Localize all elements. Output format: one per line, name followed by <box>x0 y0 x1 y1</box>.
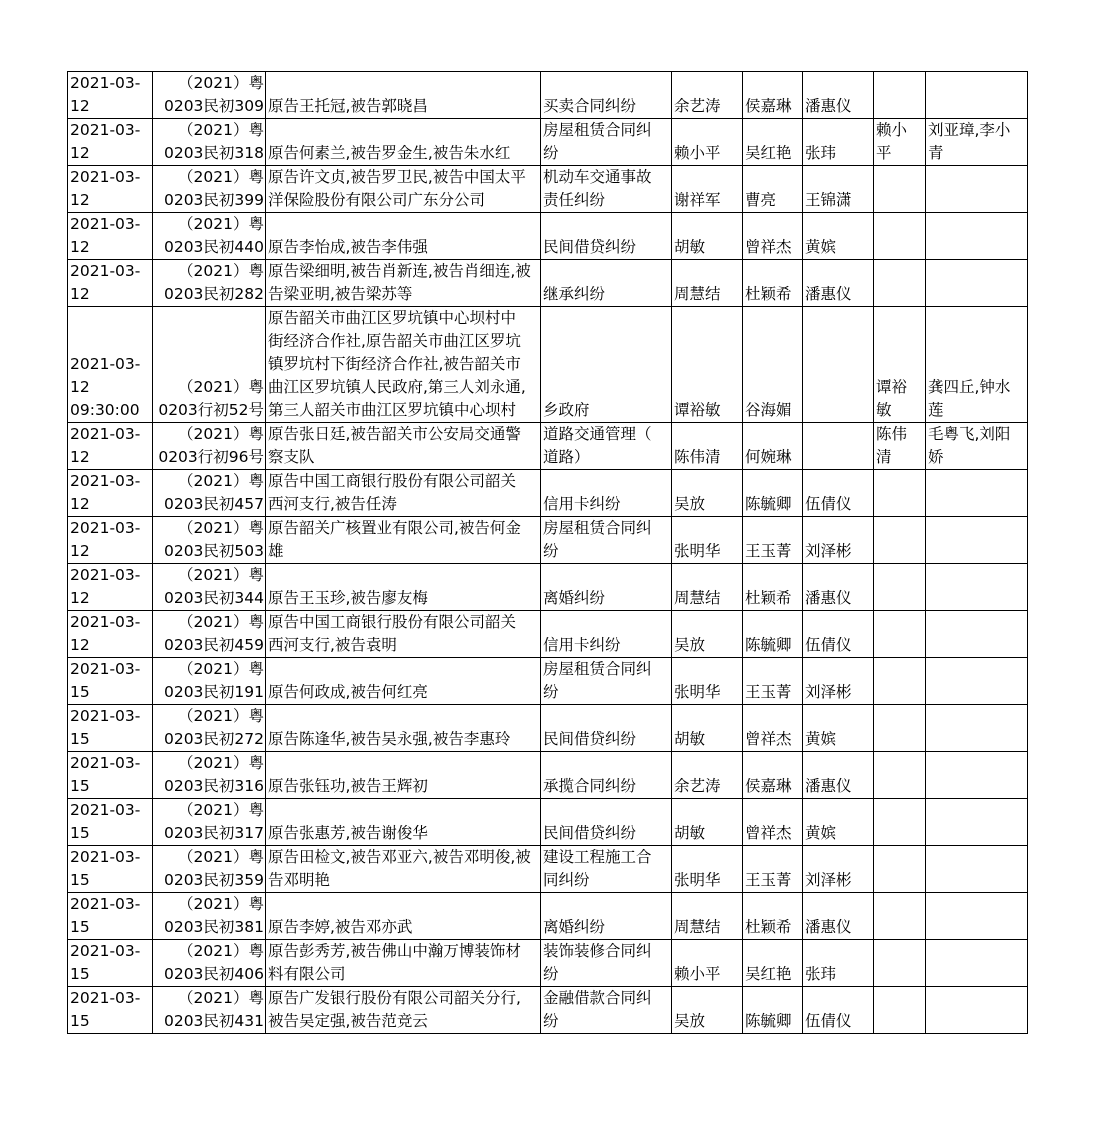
table-row <box>68 611 1028 658</box>
cause-cell: 乡政府 <box>541 307 672 423</box>
clerk-cell: 谷海媚 <box>743 307 803 423</box>
case-number-cell: （2021）粤 0203民初503 <box>153 517 266 564</box>
date-cell: 2021-03- 12 <box>68 517 153 564</box>
agents-cell <box>926 940 1028 987</box>
presiding-cell <box>874 166 926 213</box>
judge-cell: 张明华 <box>672 517 743 564</box>
cause-cell: 信用卡纠纷 <box>541 611 672 658</box>
parties-cell: 原告张惠芳,被告谢俊华 <box>266 799 541 846</box>
assessor-cell: 潘惠仪 <box>803 752 874 799</box>
date-cell: 2021-03- 12 <box>68 213 153 260</box>
judge-cell: 吴放 <box>672 987 743 1034</box>
table-row <box>68 260 1028 307</box>
case-number-cell: （2021）粤 0203民初272 <box>153 705 266 752</box>
cause-cell: 机动车交通事故 责任纠纷 <box>541 166 672 213</box>
clerk-cell: 杜颖希 <box>743 893 803 940</box>
presiding-cell <box>874 752 926 799</box>
cause-cell: 离婚纠纷 <box>541 564 672 611</box>
table-row <box>68 213 1028 260</box>
case-number-cell: （2021）粤 0203民初317 <box>153 799 266 846</box>
clerk-cell: 杜颖希 <box>743 260 803 307</box>
parties-cell: 原告何政成,被告何红亮 <box>266 658 541 705</box>
case-number-cell: （2021）粤 0203民初399 <box>153 166 266 213</box>
assessor-cell: 张玮 <box>803 940 874 987</box>
date-cell: 2021-03- 12 <box>68 564 153 611</box>
cause-cell: 装饰装修合同纠 纷 <box>541 940 672 987</box>
parties-cell: 原告梁细明,被告肖新连,被告肖细连,被 告梁亚明,被告梁苏等 <box>266 260 541 307</box>
table-row <box>68 940 1028 987</box>
date-cell: 2021-03- 12 <box>68 119 153 166</box>
assessor-cell: 潘惠仪 <box>803 260 874 307</box>
agents-cell <box>926 987 1028 1034</box>
parties-cell: 原告张日廷,被告韶关市公安局交通警 察支队 <box>266 423 541 470</box>
cause-cell: 买卖合同纠纷 <box>541 72 672 119</box>
judge-cell: 谭裕敏 <box>672 307 743 423</box>
date-cell: 2021-03- 12 <box>68 423 153 470</box>
presiding-cell <box>874 72 926 119</box>
assessor-cell: 潘惠仪 <box>803 893 874 940</box>
judge-cell: 赖小平 <box>672 119 743 166</box>
judge-cell: 余艺涛 <box>672 752 743 799</box>
case-number-cell: （2021）粤 0203民初318 <box>153 119 266 166</box>
parties-cell: 原告韶关市曲江区罗坑镇中心坝村中 街经济合作社,原告韶关市曲江区罗坑 镇罗坑村下街经济合作社,被告韶关市 曲江区罗坑镇人民政府,第三人刘永通, 第三人韶关市曲江区罗坑镇中心坝村 <box>266 307 541 423</box>
judge-cell: 谢祥军 <box>672 166 743 213</box>
case-number-cell: （2021）粤 0203民初316 <box>153 752 266 799</box>
presiding-cell <box>874 517 926 564</box>
agents-cell <box>926 260 1028 307</box>
case-number-cell: （2021）粤 0203民初457 <box>153 470 266 517</box>
table-row <box>68 307 1028 423</box>
parties-cell: 原告中国工商银行股份有限公司韶关 西河支行,被告任涛 <box>266 470 541 517</box>
table-row <box>68 72 1028 119</box>
parties-cell: 原告李婷,被告邓亦武 <box>266 893 541 940</box>
table-row <box>68 752 1028 799</box>
table-row <box>68 799 1028 846</box>
clerk-cell: 吴红艳 <box>743 119 803 166</box>
assessor-cell: 刘泽彬 <box>803 517 874 564</box>
agents-cell <box>926 846 1028 893</box>
judge-cell: 张明华 <box>672 846 743 893</box>
judge-cell: 赖小平 <box>672 940 743 987</box>
assessor-cell: 黄嫔 <box>803 213 874 260</box>
table-row <box>68 119 1028 166</box>
date-cell: 2021-03- 12 <box>68 470 153 517</box>
clerk-cell: 侯嘉琳 <box>743 72 803 119</box>
clerk-cell: 王玉菁 <box>743 517 803 564</box>
case-number-cell: （2021）粤 0203民初440 <box>153 213 266 260</box>
agents-cell <box>926 658 1028 705</box>
cause-cell: 民间借贷纠纷 <box>541 213 672 260</box>
cause-cell: 金融借款合同纠 纷 <box>541 987 672 1034</box>
judge-cell: 周慧结 <box>672 893 743 940</box>
presiding-cell <box>874 658 926 705</box>
clerk-cell: 曾祥杰 <box>743 705 803 752</box>
date-cell: 2021-03- 12 <box>68 72 153 119</box>
presiding-cell <box>874 470 926 517</box>
clerk-cell: 曾祥杰 <box>743 213 803 260</box>
case-number-cell: （2021）粤 0203民初359 <box>153 846 266 893</box>
agents-cell <box>926 893 1028 940</box>
case-number-cell: （2021）粤 0203民初344 <box>153 564 266 611</box>
case-number-cell: （2021）粤 0203行初96号 <box>153 423 266 470</box>
table-row <box>68 166 1028 213</box>
date-cell: 2021-03- 15 <box>68 705 153 752</box>
cause-cell: 道路交通管理（ 道路） <box>541 423 672 470</box>
agents-cell: 刘亚璋,李小 青 <box>926 119 1028 166</box>
clerk-cell: 曹亮 <box>743 166 803 213</box>
parties-cell: 原告许文贞,被告罗卫民,被告中国太平 洋保险股份有限公司广东分公司 <box>266 166 541 213</box>
case-number-cell: （2021）粤 0203民初431 <box>153 987 266 1034</box>
judge-cell: 胡敏 <box>672 799 743 846</box>
cause-cell: 民间借贷纠纷 <box>541 799 672 846</box>
table-row <box>68 658 1028 705</box>
presiding-cell <box>874 705 926 752</box>
case-number-cell: （2021）粤 0203行初52号 <box>153 307 266 423</box>
agents-cell <box>926 213 1028 260</box>
presiding-cell: 陈伟 清 <box>874 423 926 470</box>
assessor-cell: 刘泽彬 <box>803 658 874 705</box>
parties-cell: 原告韶关广核置业有限公司,被告何金 雄 <box>266 517 541 564</box>
date-cell: 2021-03- 12 <box>68 166 153 213</box>
case-number-cell: （2021）粤 0203民初309 <box>153 72 266 119</box>
clerk-cell: 陈毓卿 <box>743 987 803 1034</box>
hearing-schedule-table <box>67 71 1028 1034</box>
assessor-cell: 黄嫔 <box>803 705 874 752</box>
presiding-cell <box>874 987 926 1034</box>
clerk-cell: 曾祥杰 <box>743 799 803 846</box>
date-cell: 2021-03- 15 <box>68 846 153 893</box>
clerk-cell: 杜颖希 <box>743 564 803 611</box>
date-cell: 2021-03- 15 <box>68 940 153 987</box>
judge-cell: 周慧结 <box>672 260 743 307</box>
agents-cell: 龚四丘,钟水 莲 <box>926 307 1028 423</box>
date-cell: 2021-03- 15 <box>68 752 153 799</box>
parties-cell: 原告张钰功,被告王辉初 <box>266 752 541 799</box>
clerk-cell: 侯嘉琳 <box>743 752 803 799</box>
clerk-cell: 何婉琳 <box>743 423 803 470</box>
date-cell: 2021-03- 15 <box>68 893 153 940</box>
judge-cell: 胡敏 <box>672 213 743 260</box>
presiding-cell <box>874 799 926 846</box>
cause-cell: 房屋租赁合同纠 纷 <box>541 119 672 166</box>
date-cell: 2021-03- 15 <box>68 658 153 705</box>
presiding-cell <box>874 940 926 987</box>
parties-cell: 原告王玉珍,被告廖友梅 <box>266 564 541 611</box>
cause-cell: 房屋租赁合同纠 纷 <box>541 658 672 705</box>
judge-cell: 吴放 <box>672 611 743 658</box>
cause-cell: 承揽合同纠纷 <box>541 752 672 799</box>
table-row <box>68 423 1028 470</box>
cause-cell: 信用卡纠纷 <box>541 470 672 517</box>
presiding-cell <box>874 564 926 611</box>
table-row <box>68 517 1028 564</box>
judge-cell: 吴放 <box>672 470 743 517</box>
agents-cell: 毛粤飞,刘阳 娇 <box>926 423 1028 470</box>
presiding-cell <box>874 260 926 307</box>
agents-cell <box>926 166 1028 213</box>
assessor-cell: 伍倩仪 <box>803 470 874 517</box>
case-number-cell: （2021）粤 0203民初282 <box>153 260 266 307</box>
cause-cell: 继承纠纷 <box>541 260 672 307</box>
date-cell: 2021-03- 12 <box>68 260 153 307</box>
case-number-cell: （2021）粤 0203民初381 <box>153 893 266 940</box>
agents-cell <box>926 752 1028 799</box>
assessor-cell: 伍倩仪 <box>803 611 874 658</box>
parties-cell: 原告王托冠,被告郭晓昌 <box>266 72 541 119</box>
table-row <box>68 564 1028 611</box>
cause-cell: 建设工程施工合 同纠纷 <box>541 846 672 893</box>
judge-cell: 陈伟清 <box>672 423 743 470</box>
cause-cell: 离婚纠纷 <box>541 893 672 940</box>
assessor-cell: 黄嫔 <box>803 799 874 846</box>
assessor-cell: 刘泽彬 <box>803 846 874 893</box>
parties-cell: 原告田检文,被告邓亚六,被告邓明俊,被 告邓明艳 <box>266 846 541 893</box>
date-cell: 2021-03- 15 <box>68 987 153 1034</box>
presiding-cell <box>874 846 926 893</box>
table-row <box>68 893 1028 940</box>
assessor-cell: 张玮 <box>803 119 874 166</box>
agents-cell <box>926 564 1028 611</box>
agents-cell <box>926 705 1028 752</box>
assessor-cell <box>803 307 874 423</box>
assessor-cell: 王锦潇 <box>803 166 874 213</box>
table-row <box>68 470 1028 517</box>
assessor-cell: 潘惠仪 <box>803 72 874 119</box>
assessor-cell: 潘惠仪 <box>803 564 874 611</box>
clerk-cell: 王玉菁 <box>743 658 803 705</box>
clerk-cell: 陈毓卿 <box>743 611 803 658</box>
judge-cell: 周慧结 <box>672 564 743 611</box>
agents-cell <box>926 611 1028 658</box>
parties-cell: 原告中国工商银行股份有限公司韶关 西河支行,被告袁明 <box>266 611 541 658</box>
presiding-cell <box>874 611 926 658</box>
agents-cell <box>926 470 1028 517</box>
table-row <box>68 846 1028 893</box>
case-number-cell: （2021）粤 0203民初191 <box>153 658 266 705</box>
presiding-cell <box>874 893 926 940</box>
cause-cell: 房屋租赁合同纠 纷 <box>541 517 672 564</box>
case-number-cell: （2021）粤 0203民初459 <box>153 611 266 658</box>
clerk-cell: 陈毓卿 <box>743 470 803 517</box>
date-cell: 2021-03- 12 09:30:00 <box>68 307 153 423</box>
case-number-cell: （2021）粤 0203民初406 <box>153 940 266 987</box>
parties-cell: 原告彭秀芳,被告佛山中瀚万博装饰材 料有限公司 <box>266 940 541 987</box>
judge-cell: 胡敏 <box>672 705 743 752</box>
assessor-cell <box>803 423 874 470</box>
parties-cell: 原告李怡成,被告李伟强 <box>266 213 541 260</box>
assessor-cell: 伍倩仪 <box>803 987 874 1034</box>
table-row <box>68 705 1028 752</box>
schedule-body <box>68 72 1028 1034</box>
clerk-cell: 王玉菁 <box>743 846 803 893</box>
presiding-cell <box>874 213 926 260</box>
parties-cell: 原告何素兰,被告罗金生,被告朱水红 <box>266 119 541 166</box>
table-row <box>68 987 1028 1034</box>
cause-cell: 民间借贷纠纷 <box>541 705 672 752</box>
presiding-cell: 谭裕 敏 <box>874 307 926 423</box>
agents-cell <box>926 517 1028 564</box>
parties-cell: 原告广发银行股份有限公司韶关分行, 被告吴定强,被告范竞云 <box>266 987 541 1034</box>
presiding-cell: 赖小 平 <box>874 119 926 166</box>
judge-cell: 余艺涛 <box>672 72 743 119</box>
clerk-cell: 吴红艳 <box>743 940 803 987</box>
agents-cell <box>926 72 1028 119</box>
parties-cell: 原告陈逢华,被告吴永强,被告李惠玲 <box>266 705 541 752</box>
judge-cell: 张明华 <box>672 658 743 705</box>
date-cell: 2021-03- 15 <box>68 799 153 846</box>
agents-cell <box>926 799 1028 846</box>
date-cell: 2021-03- 12 <box>68 611 153 658</box>
